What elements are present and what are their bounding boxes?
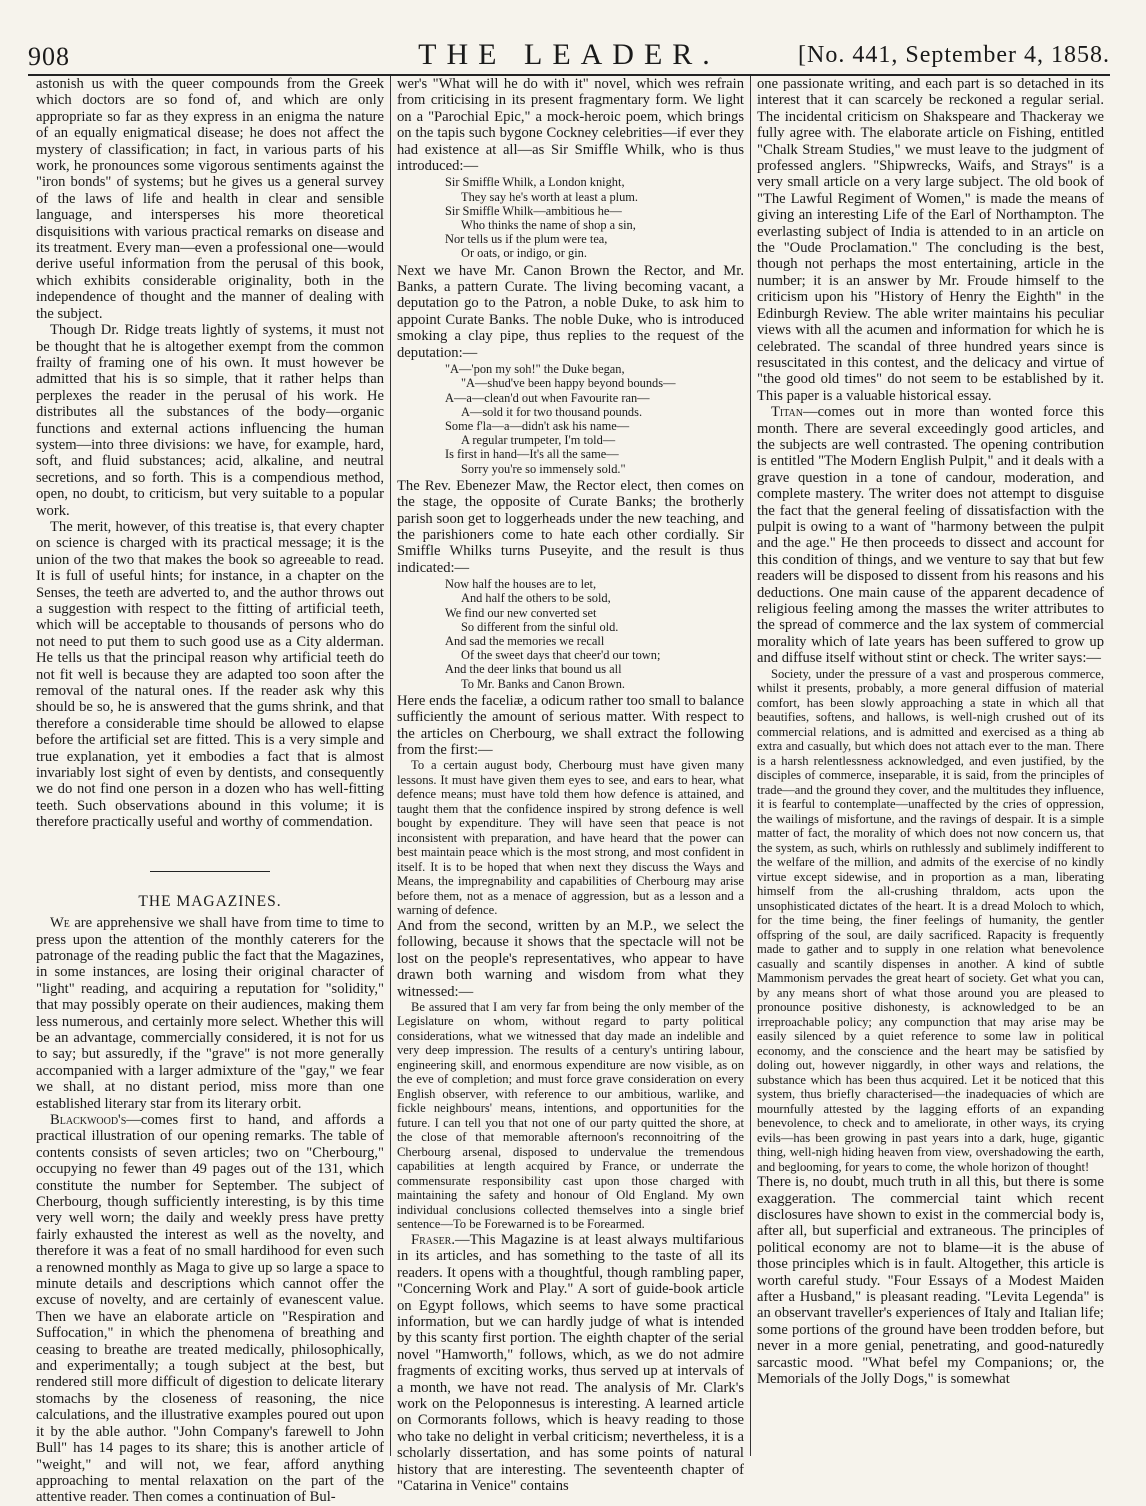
quoted-extract: To a certain august body, Cherbourg must have given many lessons. It must have given them eyes to see, and ears to hear, what defence means; must have told them how defence is attained, and taught them that the confidence inspired by strong defence is well bought by expenditure. They will have seen that peace is not inconsistent with preparation, and have heard that the power can best maintain peace which is the most strong, and most confident in itself. It is to be hoped that when next they discuss the Ways and Means, the impregnability and capabilities of Cherbourg may arise before them, not as a menace of aggression, but as a lesson and a warning of defence. (397, 758, 744, 918)
paragraph: Here ends the faceliæ, a odicum rather too small to balance sufficiently the amount of serious matter. With respect to the articles on Cherbourg, we shall extract the following from the first:— (397, 692, 744, 758)
verse-block (397, 577, 744, 691)
verse-line: And the deer links that bound us all (445, 662, 622, 677)
verse-line: Sir Smiffle Whilk—ambitious he— (445, 203, 622, 218)
paragraph: Next we have Mr. Canon Brown the Rector, and Mr. Banks, a pattern Curate. The living becoming vacant, a deputation go to the Patron, a noble Duke, to ask him to appoint Curate Banks. The noble Duke, who is introduced smoking a clay pipe, thus replies to the request of the deputation:— (397, 262, 744, 361)
verse-line: Some f'la—a—didn't ask his name— (445, 418, 630, 433)
paragraph: one passionate writing, and each part is so detached in its interest that it can scarcely be reckoned a regular serial. The incidental criticism on Shakspeare and Thackeray we fully agree with. The elaborate article on Fishing, entitled "Chalk Stream Studies," we must leave to the judgment of professed anglers. "Shipwrecks, Waifs, and Strays" is a very small article on a very large subject. The old book of "The Lawful Regiment of Women," is made the means of giving an interesting Life of the Earl of Northampton. The everlasting subject of India is attended to in an article on the "Oude Proclamation." The concluding is the best, though not perhaps the most entertaining, article in the number; it is an answer by Mr. Froude himself to the criticism upon his "History of Henry the Eighth" in the Edinburgh Review. The able writer maintains his peculiar views with all the acumen and information for which he is celebrated. The scandal of three hundred years since is resuscitated in this contest, and the delicacy and virtue of "the good old times" do not seem to be established by it. This paper is a valuable historical essay. (757, 76, 1104, 404)
verse-line: Sorry you're so immensely sold." (461, 461, 626, 476)
paragraph: Though Dr. Ridge treats lightly of systems, it must not be thought that he is altogether exempt from the common frailty of framing one of his own. It must however be admitted that his is so simple, that it rather helps than perplexes the reader in the perusal of his work. He distributes all the substances of the body—organic functions and external actions influencing the human system—into three divisions: we have, for example, hard, soft, and fluid substances; acid, alkaline, and neutral secretions, and so forth. This is a compendious method, open, no doubt, to criticism, but very suitable to a popular work. (36, 322, 384, 519)
paragraph: There is, no doubt, much truth in all this, but there is some exaggeration. The commercial taint which recent disclosures have shown to exist in the commercial body is, after all, but superficial and extraneous. The principles of political economy are not to blame—it is the abuse of those principles which is in fault. Altogether, this article is worth careful study. "Four Essays of a Modest Maiden after a Husband," is pleasant reading. "Levita Legenda" is an observant traveller's experiences of Italy and Italian life; some portions of the ground have been trodden before, but never in a more genial, penetrating, and good-naturedly sarcastic mood. "What befel my Companions; or, the Memorials of the Jolly Dogs," is somewhat (757, 1174, 1104, 1387)
verse-line: A—sold it for two thousand pounds. (461, 404, 643, 419)
verse-line: And half the others to be sold, (461, 591, 611, 606)
verse-line: "A—shud've been happy beyond bounds— (461, 376, 676, 391)
paragraph: The Rev. Ebenezer Maw, the Rector elect, then comes on the stage, the opposite of Curate Banks; the brotherly parish soon get to loggerheads under the new teaching, and the parishioners come to hate each other cordially. Sir Smiffle Whilks turns Puseyite, and the result is thus indicated:— (397, 477, 744, 576)
verse-line: Or oats, or indigo, or gin. (461, 246, 587, 261)
paragraph: The merit, however, of this treatise is, that every chapter on science is charged with its practical message; it is the union of the two that makes the book so agreeable to read. It is full of useful hints; for instance, in a chapter on the Senses, the teeth are adverted to, and the author throws out a suggestion with respect to the fitting of artificial teeth, which will be acceptable to thousands of persons who do not need to put them to such good use as a City alderman. He tells us that the principal reason why artificial teeth do not fit well is because they are adapted too soon after the removal of the natural ones. If the reader ask why this should be so, he is answered that the gums shrink, and that therefore a considerable time should be allowed to elapse before the artificial set are fitted. This is a very simple and true explanation, yet it embodies a fact that is almost invariably lost sight of even by dentists, and consequently we do not find one person in a dozen who has well-fitting teeth. Such observations abound in this volume; it is therefore practically useful and worthy of commendation. (36, 518, 384, 831)
verse-line: "A—'pon my soh!" the Duke began, (445, 362, 625, 377)
quoted-extract: Be assured that I am very far from being the only member of the Legislature on whom, without regard to party political considerations, what we witnessed that day made an indelible and very deep impression. The results of a century's untiring labour, engineering skill, and enormous expenditure are now visible, as on the eve of completion; and must force grave consideration on every English observer, with reference to our ambitious, warlike, and fickle neighbours' means, intentions, and opportunities for the future. I can tell you that not one of our party quitted the shore, at the close of that memorable afternoon's reconnoitring of the Cherbourg arsenal, disposed to undervalue the tremendous capabilities at length acquired by France, or underrate the commensurate responsibility cast upon those charged with maintaining the safety and honour of Old England. My own individual conclusions collected themselves into a single brief sentence—To be Forewarned is to be Forearmed. (397, 999, 744, 1232)
section-divider (150, 871, 270, 872)
verse-line: They say he's worth at least a plum. (461, 189, 639, 204)
verse-line: So different from the sinful old. (461, 619, 619, 634)
magazine-name: Titan (771, 404, 803, 421)
paragraph: are apprehensive we shall have from time to time to press upon the attention of the monthly caterers for the patronage of the reading public the fact that the Magazines, in some instances, are losing their original character of "light" reading, and acquiring a reputation for "solidity," that may possibly operate on their audiences, making them less numerous, and certainly more select. Whether this will be an advantage, commercially considered, it is not for us to say; but assuredly, if the "grave" is not more generally accompanied with a larger admixture of the "gay," we fear we shall, at no distant period, miss more than one established literary star from its literary orbit. (36, 915, 384, 1112)
verse-line: Of the sweet days that cheer'd our town; (461, 648, 661, 663)
masthead (28, 34, 1110, 76)
paragraph: —comes out in more than wonted force this month. There are several exceedingly good articles, and the subjects are well contrasted. The opening contribution is entitled "The Modern English Pulpit," and it deals with a grave question in a tone of candour, moderation, and complete mastery. The writer does not attempt to disguise the fact that the general feeling of dissatisfaction with the pulpit is owing to a want of "harmony between the pulpit and the age." He then proceeds to dissect and account for this condition of things, and we venture to say that but few readers will be disposed to dissent from his reasons and his deductions. One main cause of the apparent decadence of religious feeling among the masses the writer attributes to the spread of commerce and the lax system of commercial morality which of late years has been suffered to grow up and diffuse itself without stint or check. The writer says:— (757, 404, 1104, 667)
column-2 (390, 76, 750, 1495)
verse-line: A regular trumpeter, I'm told— (461, 433, 616, 448)
verse-line: Now half the houses are to let, (445, 577, 597, 592)
page-number: 908 (28, 42, 70, 71)
magazine-name: Blackwood's (50, 1111, 127, 1128)
verse-line: A—a—clean'd out when Favourite ran— (445, 390, 650, 405)
verse-block (397, 362, 744, 476)
paragraph: —comes first to hand, and affords a practical illustration of our opening remarks. The table of contents consists of seven articles; two on "Cherbourg," occupying no fewer than 49 pages out of the 131, which constitute the number for September. The subject of Cherbourg, though sufficiently interesting, is by this time very well worn; the daily and weekly press have pretty fairly exhausted the interest as well as the novelty, and therefore it was a feat of no small hardihood for even such a renowned monthly as Maga to give up so large a space to minute details and descriptions which cannot offer the excuse of novelty, and are certainly of evanescent value. Then we have an elaborate article on "Respiration and Suffocation," in which the phenomena of breathing and ceasing to breathe are treated medically, philosophically, and experimentally; a tough subject at the best, but rendered still more difficult of digestion to delicate literary stomachs by the closeness of reasoning, the nice calculations, and the illustrative examples poured out upon it by the able author. "John Company's farewell to John Bull" has 14 pages to its share; this is another article of "weight," and will not, we fear, afford anything approaching to mental relaxation on the part of the attentive reader. Then comes a continuation of Bul- (36, 1111, 384, 1506)
verse-line: To Mr. Banks and Canon Brown. (461, 676, 625, 691)
drop-word: We (50, 915, 70, 932)
magazine-name: Fraser. (411, 1231, 455, 1248)
verse-line: Who thinks the name of shop a sin, (461, 218, 636, 233)
paragraph: astonish us with the queer compounds from the Greek which doctors are so fond of, and which are only appropriate so far as they express in an enigma the nature of an equally enigmatical disease; he does not affect the mystery of classification; in fact, in various parts of his work, he pronounces some vigorous sentiments against the "iron bonds" of systems; but he gives us a general survey of the laws of life and health in clear and sensible language, and intersperses his more theoretical disquisitions with various practical remarks on disease and its treatment. Every man—even a professional one—would derive useful information from the perusal of this book, which exhibits considerable originality, both in the independence of thought and the manner of dealing with the subject. (36, 76, 384, 322)
verse-line: Is first in hand—It's all the same— (445, 447, 619, 462)
issue-line: [No. 441, September 4, 1858. (798, 42, 1110, 68)
quoted-extract: Society, under the pressure of a vast and prosperous commerce, whilst it presents, probably, a more general diffusion of material comfort, has been slowly approaching a state in which all that beautifies, softens, and hallows, is well-nigh crushed out of its commercial relations, and is admitted and exercised as a thing ab extra and casually, but which does not attach ever to the man. There is a harsh relentlessness acknowledged, and even justified, by the disciples of commerce, inseparable, it is said, from the principles of trade—and the ground they cover, and the multitudes they influence, it is fearful to contemplate—unaffected by the cries of oppression, the wailings of misfortune, and the ravings of despair. It is a simple matter of fact, the morality of which does not now concern us, that the system, as such, whirls on ruthlessly and sublimely indifferent to the welfare of the million, and admits of the exercise of no kindly virtue except sidewise, and in proportion as a man, liberating himself from the all-crushing thraldom, acts upon the unsophisticated dictates of the heart. It is a dread Moloch to which, for the time being, the finer feelings of humanity, the gentler offspring of the soul, are daily sacrificed. Rapacity is frequently made to gather and to supply in one relation what benevolence casually and scantily dispenses in another. A kind of subtle Mammonism pervades the great heart of society. Get what you can, by any means short of what those around you are pleased to pronounce positive dishonesty, is acknowledged to be an irreproachable policy; any compunction that may arise may be easily silenced by a quiet reference to some law in political economy, and the conscience and the heart may be satisfied by doling out, however niggardly, in other ways and relations, the substance which has been thus acquired. Let it be noticed that this system, thus briefly characterised—the inadequacies of which are mournfully attested by the lagging efforts of an expanding benevolence, to check and to ameliorate, in other ways, its crying evils—has been growing in past years into a dark, huge, gigantic thing, well-nigh hiding heaven from view, overshadowing the earth, and beglooming, for years to come, the whole horizon of thought! (757, 666, 1104, 1174)
column-3 (750, 76, 1110, 1456)
article-columns (30, 76, 1110, 1506)
paragraph: —This Magazine is at least always multifarious in its articles, and has something to the taste of all its readers. It opens with a thoughtful, though rambling paper, "Concerning Work and Play." A sort of guide-book article on Egypt follows, which seems to have some practical information, but we can hardly judge of what is intended by this scanty first portion. The eighth chapter of the serial novel "Hamworth," follows, which, as we do not admire fragments of exciting works, thus served up at intervals of a month, we have not read. The analysis of Mr. Clark's work on the Peloponnesus is interesting. A learned article on Cormorants follows, which is heavy reading to those who take no delight in verbal criticism; nevertheless, it is a scholarly dissertation, and has some points of natural history that are interesting. The seventeenth chapter of "Catarina in Venice" contains (397, 1231, 744, 1495)
column-1 (30, 76, 390, 1506)
paragraph: And from the second, written by an M.P., we select the following, because it shows that the spectacle will not be lost on the people's representatives, who appear to have drawn both warning and wisdom from what they witnessed:— (397, 917, 744, 1000)
paragraph: wer's "What will he do with it" novel, which wes refrain from criticising in its present fragmentary form. We light on a "Parochial Epic," a mock-heroic poem, which brings on the tapis such bygone Cockney celebrities—if ever they had existence at all—as Sir Smiffle Whilk, who is thus introduced:— (397, 76, 744, 175)
section-heading: THE MAGAZINES. (138, 892, 282, 910)
verse-line: Sir Smiffle Whilk, a London knight, (445, 175, 625, 190)
verse-line: Nor tells us if the plum were tea, (445, 232, 608, 247)
verse-block (397, 175, 744, 260)
newspaper-title: THE LEADER. (418, 38, 720, 71)
verse-line: And sad the memories we recall (445, 633, 605, 648)
verse-line: We find our new converted set (445, 605, 597, 620)
